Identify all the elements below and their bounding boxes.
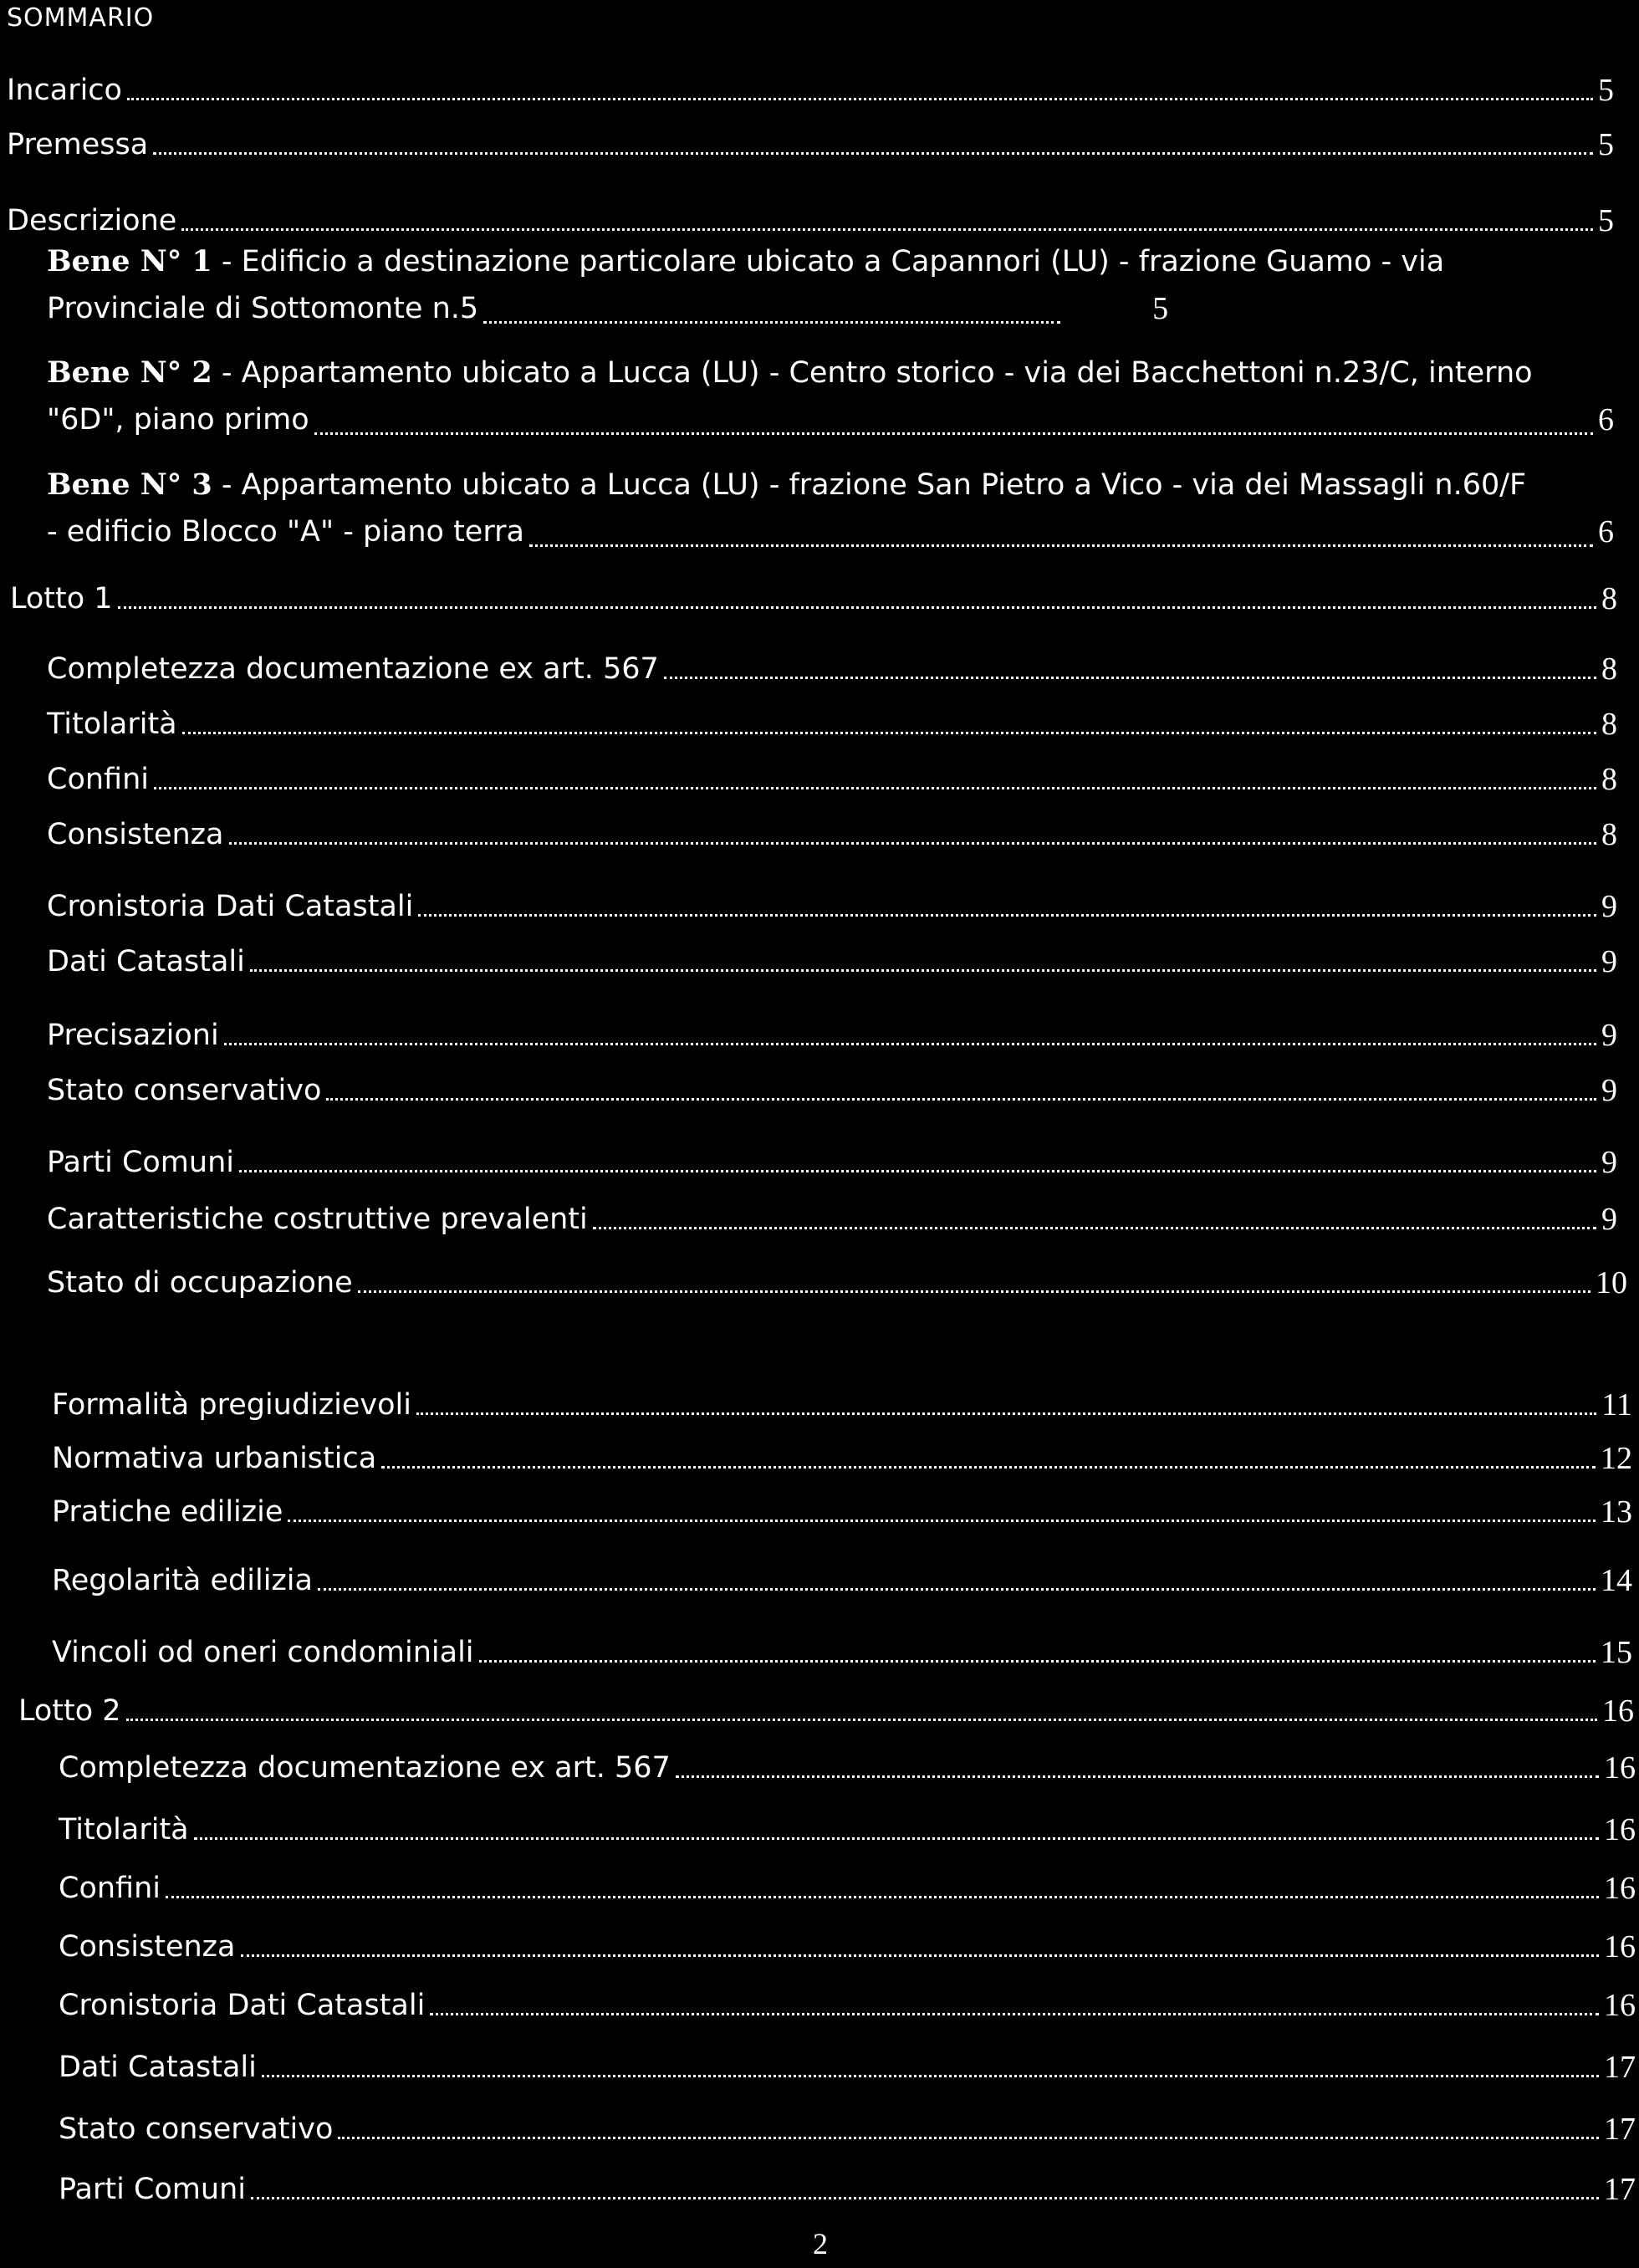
bene-line-2 — [47, 508, 1614, 555]
bene-line-1 — [47, 462, 1614, 508]
dot-leader — [154, 787, 1596, 789]
toc-entry-lotto2-item[interactable] — [59, 2106, 1636, 2148]
toc-entry-label: Formalità pregiudizievoli — [52, 1388, 411, 1422]
toc-entry-lotto1-item[interactable] — [47, 1012, 1617, 1054]
toc-entry-label: Regolarità edilizia — [52, 1564, 313, 1597]
dot-leader — [479, 1660, 1596, 1663]
toc-entry-lotto1-item[interactable] — [52, 1435, 1632, 1477]
toc-entry-lotto2-item[interactable] — [59, 1923, 1636, 1965]
dot-leader — [529, 544, 1593, 547]
toc-entry-page: 16 — [1604, 1929, 1636, 1964]
dot-leader — [262, 2075, 1599, 2077]
toc-entry-page: 9 — [1601, 1145, 1617, 1180]
toc-entry-page: 13 — [1601, 1494, 1632, 1530]
dot-leader — [182, 732, 1596, 734]
toc-entry-page: 6 — [1598, 402, 1614, 437]
dot-leader — [358, 1290, 1590, 1293]
toc-entry-lotto1-item[interactable] — [47, 1196, 1617, 1238]
toc-entry-lotto-2[interactable] — [18, 1688, 1634, 1729]
toc-entry-page: 12 — [1601, 1441, 1632, 1476]
toc-entry-label: Titolarità — [47, 707, 177, 741]
bene-line-2 — [47, 285, 1614, 332]
toc-entry-lotto1-item[interactable] — [47, 883, 1617, 925]
toc-entry-label: Stato di occupazione — [47, 1266, 353, 1300]
toc-entry-page: 17 — [1604, 2112, 1636, 2147]
dot-leader — [326, 1098, 1596, 1101]
bene-description: - Edificio a destinazione particolare ubicato a Capannori (LU) - frazione Guamo - via — [212, 245, 1445, 278]
toc-entry-descrizione[interactable] — [7, 197, 1614, 239]
dot-leader — [314, 432, 1593, 435]
toc-entry-label: Confini — [59, 1872, 161, 1905]
toc-entry-label: Titolarità — [59, 1813, 189, 1847]
toc-entry-bene-3[interactable] — [47, 462, 1614, 555]
toc-entry-lotto1-item[interactable] — [52, 1489, 1632, 1530]
dot-leader — [318, 1588, 1596, 1591]
toc-entry-incarico[interactable] — [7, 67, 1614, 109]
toc-entry-lotto1-item[interactable] — [52, 1557, 1632, 1599]
toc-entry-label: Lotto 1 — [10, 582, 113, 616]
dot-leader — [251, 2197, 1599, 2199]
dot-leader — [181, 228, 1593, 231]
toc-entry-label: Parti Comuni — [59, 2173, 246, 2206]
page-number: 2 — [813, 2227, 828, 2260]
bene-prefix: Bene N° 1 — [47, 244, 212, 278]
toc-entry-lotto2-item[interactable] — [59, 1982, 1636, 2024]
dot-leader — [250, 969, 1596, 972]
toc-entry-label: Completezza documentazione ex art. 567 — [59, 1751, 671, 1785]
bene-description-cont: - edificio Blocco "A" - piano terra — [47, 515, 524, 549]
toc-entry-lotto1-item[interactable] — [47, 1067, 1617, 1109]
dot-leader — [416, 1412, 1596, 1415]
toc-entry-bene-1[interactable] — [47, 238, 1614, 332]
toc-entry-label: Incarico — [7, 74, 122, 107]
toc-entry-page: 9 — [1601, 1018, 1617, 1053]
toc-entry-lotto1-item[interactable] — [52, 1629, 1632, 1671]
bene-description-cont: Provinciale di Sottomonte n.5 — [47, 292, 479, 325]
dot-leader — [676, 1775, 1599, 1778]
toc-entry-page: 5 — [1152, 291, 1169, 326]
toc-entry-label: Consistenza — [59, 1930, 236, 1964]
toc-entry-label: Dati Catastali — [59, 2051, 257, 2084]
toc-entry-label: Pratiche edilizie — [52, 1495, 283, 1529]
toc-entry-page: 17 — [1604, 2172, 1636, 2207]
dot-leader — [194, 1837, 1599, 1840]
dot-leader — [288, 1520, 1596, 1522]
toc-entry-label: Lotto 2 — [18, 1694, 121, 1728]
bene-line-1 — [47, 350, 1614, 396]
dot-leader — [127, 98, 1593, 100]
toc-entry-lotto2-item[interactable] — [59, 1806, 1636, 1848]
bene-prefix: Bene N° 3 — [47, 467, 212, 502]
dot-leader — [241, 1954, 1600, 1957]
bene-line-2 — [47, 396, 1614, 443]
toc-entry-label: Completezza documentazione ex art. 567 — [47, 652, 659, 686]
toc-entry-lotto1-item[interactable] — [47, 811, 1617, 853]
toc-entry-lotto-1[interactable] — [10, 575, 1617, 617]
dot-leader — [430, 2013, 1599, 2015]
dot-leader — [126, 1719, 1597, 1721]
toc-entry-lotto2-item[interactable] — [59, 2044, 1636, 2086]
bene-description-cont: "6D", piano primo — [47, 403, 309, 437]
toc-entry-page: 9 — [1601, 1202, 1617, 1237]
toc-entry-page: 16 — [1604, 1812, 1636, 1847]
toc-entry-label: Caratteristiche costruttive prevalenti — [47, 1203, 588, 1236]
toc-entry-page: 16 — [1604, 1871, 1636, 1906]
toc-entry-page: 8 — [1601, 762, 1617, 797]
toc-entry-page: 9 — [1601, 889, 1617, 924]
dot-leader — [118, 606, 1596, 609]
toc-entry-page: 8 — [1601, 707, 1617, 742]
toc-entry-lotto2-item[interactable] — [59, 1744, 1636, 1786]
toc-entry-lotto1-item[interactable] — [47, 701, 1617, 743]
toc-entry-page: 9 — [1601, 1073, 1617, 1108]
toc-entry-label: Descrizione — [7, 204, 177, 238]
toc-entry-label: Premessa — [7, 128, 149, 161]
toc-entry-label: Normativa urbanistica — [52, 1442, 377, 1475]
toc-entry-page: 5 — [1598, 73, 1614, 108]
toc-entry-page: 8 — [1601, 817, 1617, 852]
toc-entry-lotto1-item[interactable] — [47, 1259, 1627, 1301]
dot-leader — [664, 677, 1596, 679]
bene-line-1 — [47, 238, 1614, 285]
toc-entry-page: 10 — [1596, 1265, 1627, 1300]
toc-entry-lotto1-item[interactable] — [47, 1139, 1617, 1181]
page-title: SOMMARIO — [7, 3, 155, 33]
toc-entry-lotto2-item[interactable] — [59, 2166, 1636, 2208]
dot-leader — [593, 1227, 1596, 1229]
toc-entry-label: Confini — [47, 763, 149, 796]
dot-leader — [338, 2137, 1599, 2139]
toc-entry-label: Cronistoria Dati Catastali — [47, 890, 414, 923]
toc-entry-lotto2-item[interactable] — [59, 1865, 1636, 1907]
toc-entry-label: Cronistoria Dati Catastali — [59, 1989, 426, 2022]
toc-entry-lotto1-item[interactable] — [47, 938, 1617, 980]
dot-leader — [166, 1896, 1599, 1898]
dot-leader — [239, 1170, 1596, 1172]
toc-entry-lotto1-item[interactable] — [47, 756, 1617, 798]
dot-leader — [381, 1466, 1596, 1469]
bene-description: - Appartamento ubicato a Lucca (LU) - Centro storico - via dei Bacchettoni n.23/C, interno — [212, 356, 1533, 390]
toc-entry-page: 16 — [1604, 1988, 1636, 2023]
toc-entry-label: Precisazioni — [47, 1019, 219, 1052]
dot-leader — [418, 914, 1596, 917]
toc-entry-page: 16 — [1604, 1750, 1636, 1785]
toc-entry-page: 8 — [1601, 651, 1617, 687]
toc-entry-premessa[interactable] — [7, 121, 1614, 163]
toc-entry-page: 6 — [1598, 514, 1614, 549]
toc-entry-page: 14 — [1601, 1563, 1632, 1598]
dot-leader — [153, 152, 1593, 155]
toc-entry-page: 15 — [1601, 1635, 1632, 1670]
dot-leader — [224, 1043, 1596, 1045]
toc-entry-page: 9 — [1601, 944, 1617, 979]
toc-entry-page: 5 — [1598, 127, 1614, 162]
dot-leader — [483, 321, 1060, 324]
dot-leader — [229, 842, 1597, 845]
toc-entry-label: Parti Comuni — [47, 1146, 234, 1179]
toc-entry-page: 17 — [1604, 2050, 1636, 2085]
bene-prefix: Bene N° 2 — [47, 355, 212, 390]
toc-entry-page: 5 — [1598, 203, 1614, 238]
toc-entry-page: 8 — [1601, 581, 1617, 616]
toc-entry-page: 16 — [1602, 1693, 1634, 1729]
toc-entry-label: Stato conservativo — [59, 2112, 334, 2146]
toc-entry-lotto1-item[interactable] — [47, 646, 1617, 687]
toc-entry-lotto1-item[interactable] — [52, 1382, 1632, 1423]
toc-entry-label: Dati Catastali — [47, 945, 245, 978]
toc-entry-bene-2[interactable] — [47, 350, 1614, 443]
toc-entry-page: 11 — [1601, 1387, 1632, 1423]
toc-entry-label: Vincoli od oneri condominiali — [52, 1636, 474, 1669]
bene-description: - Appartamento ubicato a Lucca (LU) - frazione San Pietro a Vico - via dei Massagli n.60/F — [212, 468, 1527, 502]
toc-entry-label: Consistenza — [47, 818, 224, 851]
toc-entry-label: Stato conservativo — [47, 1074, 322, 1107]
